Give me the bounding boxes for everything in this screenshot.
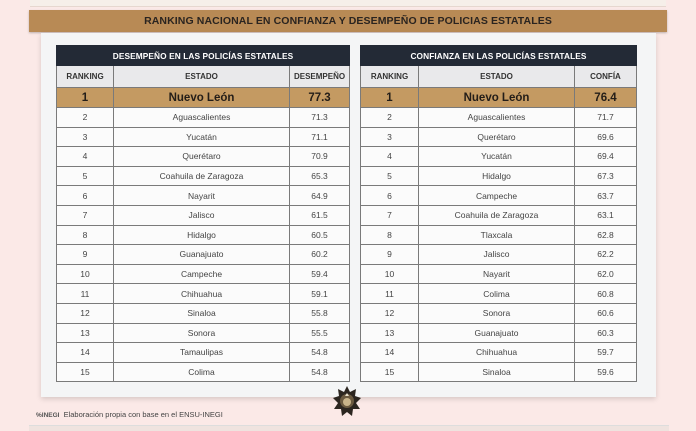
estado-cell: Nuevo León <box>114 88 290 108</box>
value-cell: 55.5 <box>290 323 350 343</box>
table-row <box>361 88 637 108</box>
estado-cell: Colima <box>114 362 290 382</box>
rank-cell: 11 <box>57 284 114 304</box>
rank-cell: 10 <box>57 264 114 284</box>
bottom-strip <box>29 425 669 431</box>
estado-cell: Sinaloa <box>114 303 290 323</box>
col-header-estado: ESTADO <box>114 66 290 88</box>
value-cell: 69.6 <box>575 127 637 147</box>
rank-cell: 1 <box>361 88 419 108</box>
rank-cell: 4 <box>361 147 419 167</box>
col-header-ranking: RANKING <box>57 66 114 88</box>
estado-cell: Querétaro <box>419 127 575 147</box>
table-row <box>57 284 350 304</box>
table-row <box>361 147 637 167</box>
rank-cell: 3 <box>57 127 114 147</box>
table-row <box>57 245 350 265</box>
estado-cell: Nuevo León <box>419 88 575 108</box>
rank-cell: 12 <box>361 303 419 323</box>
value-cell: 59.4 <box>290 264 350 284</box>
rank-cell: 4 <box>57 147 114 167</box>
rank-cell: 5 <box>361 166 419 186</box>
table-row <box>361 108 637 128</box>
estado-cell: Sinaloa <box>419 362 575 382</box>
estado-cell: Jalisco <box>114 205 290 225</box>
estado-cell: Sonora <box>419 303 575 323</box>
rank-cell: 5 <box>57 166 114 186</box>
inegi-logo: %INEGI <box>36 412 60 419</box>
value-cell: 60.5 <box>290 225 350 245</box>
table-row <box>57 127 350 147</box>
table-row <box>361 245 637 265</box>
table-row <box>57 343 350 363</box>
table-row <box>361 362 637 382</box>
estado-cell: Aguascalientes <box>419 108 575 128</box>
rank-cell: 8 <box>361 225 419 245</box>
value-cell: 60.6 <box>575 303 637 323</box>
rank-cell: 7 <box>57 205 114 225</box>
col-header-ranking: RANKING <box>361 66 419 88</box>
rank-cell: 13 <box>361 323 419 343</box>
estado-cell: Aguascalientes <box>114 108 290 128</box>
col-header-estado: ESTADO <box>419 66 575 88</box>
rank-cell: 12 <box>57 303 114 323</box>
estado-cell: Chihuahua <box>419 343 575 363</box>
table-row <box>361 186 637 206</box>
value-cell: 71.1 <box>290 127 350 147</box>
rank-cell: 7 <box>361 205 419 225</box>
confianza-body <box>361 88 637 382</box>
top-strip <box>30 0 666 7</box>
estado-cell: Hidalgo <box>419 166 575 186</box>
value-cell: 71.7 <box>575 108 637 128</box>
value-cell: 54.8 <box>290 343 350 363</box>
table-row <box>57 205 350 225</box>
rank-cell: 3 <box>361 127 419 147</box>
source-note <box>36 410 223 419</box>
table-row <box>57 303 350 323</box>
table-row <box>57 88 350 108</box>
value-cell: 62.8 <box>575 225 637 245</box>
table-row <box>361 284 637 304</box>
value-cell: 59.6 <box>575 362 637 382</box>
value-cell: 60.3 <box>575 323 637 343</box>
confianza-table <box>360 45 637 382</box>
rank-cell: 9 <box>361 245 419 265</box>
table-row <box>57 166 350 186</box>
estado-cell: Tamaulipas <box>114 343 290 363</box>
value-cell: 71.3 <box>290 108 350 128</box>
estado-cell: Tlaxcala <box>419 225 575 245</box>
value-cell: 77.3 <box>290 88 350 108</box>
value-cell: 59.7 <box>575 343 637 363</box>
rank-cell: 15 <box>361 362 419 382</box>
value-cell: 63.1 <box>575 205 637 225</box>
rank-cell: 6 <box>361 186 419 206</box>
table-row <box>57 323 350 343</box>
table-row <box>57 108 350 128</box>
rank-cell: 13 <box>57 323 114 343</box>
table-row <box>361 225 637 245</box>
estado-cell: Nayarit <box>419 264 575 284</box>
rank-cell: 14 <box>361 343 419 363</box>
estado-cell: Querétaro <box>114 147 290 167</box>
estado-cell: Guanajuato <box>419 323 575 343</box>
value-cell: 54.8 <box>290 362 350 382</box>
value-cell: 55.8 <box>290 303 350 323</box>
estado-cell: Yucatán <box>419 147 575 167</box>
table-row <box>361 303 637 323</box>
estado-cell: Jalisco <box>419 245 575 265</box>
police-star-badge-icon <box>333 386 361 418</box>
table-row <box>57 225 350 245</box>
estado-cell: Yucatán <box>114 127 290 147</box>
table-row <box>361 323 637 343</box>
rank-cell: 1 <box>57 88 114 108</box>
value-cell: 69.4 <box>575 147 637 167</box>
col-header-confia: CONFÍA <box>575 66 637 88</box>
value-cell: 60.2 <box>290 245 350 265</box>
desempeno-body <box>57 88 350 382</box>
estado-cell: Hidalgo <box>114 225 290 245</box>
desempeno-caption: DESEMPEÑO EN LAS POLICÍAS ESTATALES <box>57 46 350 66</box>
source-text: Elaboración propia con base en el ENSU-INEGI <box>63 410 223 419</box>
table-row <box>361 205 637 225</box>
estado-cell: Campeche <box>114 264 290 284</box>
value-cell: 61.5 <box>290 205 350 225</box>
rank-cell: 8 <box>57 225 114 245</box>
table-row <box>57 186 350 206</box>
estado-cell: Coahuila de Zaragoza <box>419 205 575 225</box>
value-cell: 60.8 <box>575 284 637 304</box>
value-cell: 76.4 <box>575 88 637 108</box>
rank-cell: 10 <box>361 264 419 284</box>
table-row <box>361 127 637 147</box>
estado-cell: Coahuila de Zaragoza <box>114 166 290 186</box>
confianza-caption: CONFIANZA EN LAS POLICÍAS ESTATALES <box>361 46 637 66</box>
value-cell: 67.3 <box>575 166 637 186</box>
rank-cell: 9 <box>57 245 114 265</box>
table-row <box>57 264 350 284</box>
value-cell: 65.3 <box>290 166 350 186</box>
rank-cell: 15 <box>57 362 114 382</box>
rank-cell: 11 <box>361 284 419 304</box>
page-title: RANKING NACIONAL EN CONFIANZA Y DESEMPEÑO DE POLICIAS ESTATALES <box>144 15 552 27</box>
value-cell: 62.0 <box>575 264 637 284</box>
estado-cell: Sonora <box>114 323 290 343</box>
estado-cell: Guanajuato <box>114 245 290 265</box>
table-row <box>57 362 350 382</box>
title-bar <box>29 10 667 32</box>
rank-cell: 6 <box>57 186 114 206</box>
value-cell: 63.7 <box>575 186 637 206</box>
table-row <box>361 264 637 284</box>
table-row <box>361 166 637 186</box>
estado-cell: Colima <box>419 284 575 304</box>
table-row <box>361 343 637 363</box>
estado-cell: Campeche <box>419 186 575 206</box>
estado-cell: Nayarit <box>114 186 290 206</box>
rank-cell: 2 <box>57 108 114 128</box>
value-cell: 62.2 <box>575 245 637 265</box>
table-row <box>57 147 350 167</box>
value-cell: 64.9 <box>290 186 350 206</box>
value-cell: 59.1 <box>290 284 350 304</box>
desempeno-table <box>56 45 350 382</box>
rank-cell: 14 <box>57 343 114 363</box>
col-header-desempeno: DESEMPEÑO <box>290 66 350 88</box>
estado-cell: Chihuahua <box>114 284 290 304</box>
value-cell: 70.9 <box>290 147 350 167</box>
rank-cell: 2 <box>361 108 419 128</box>
